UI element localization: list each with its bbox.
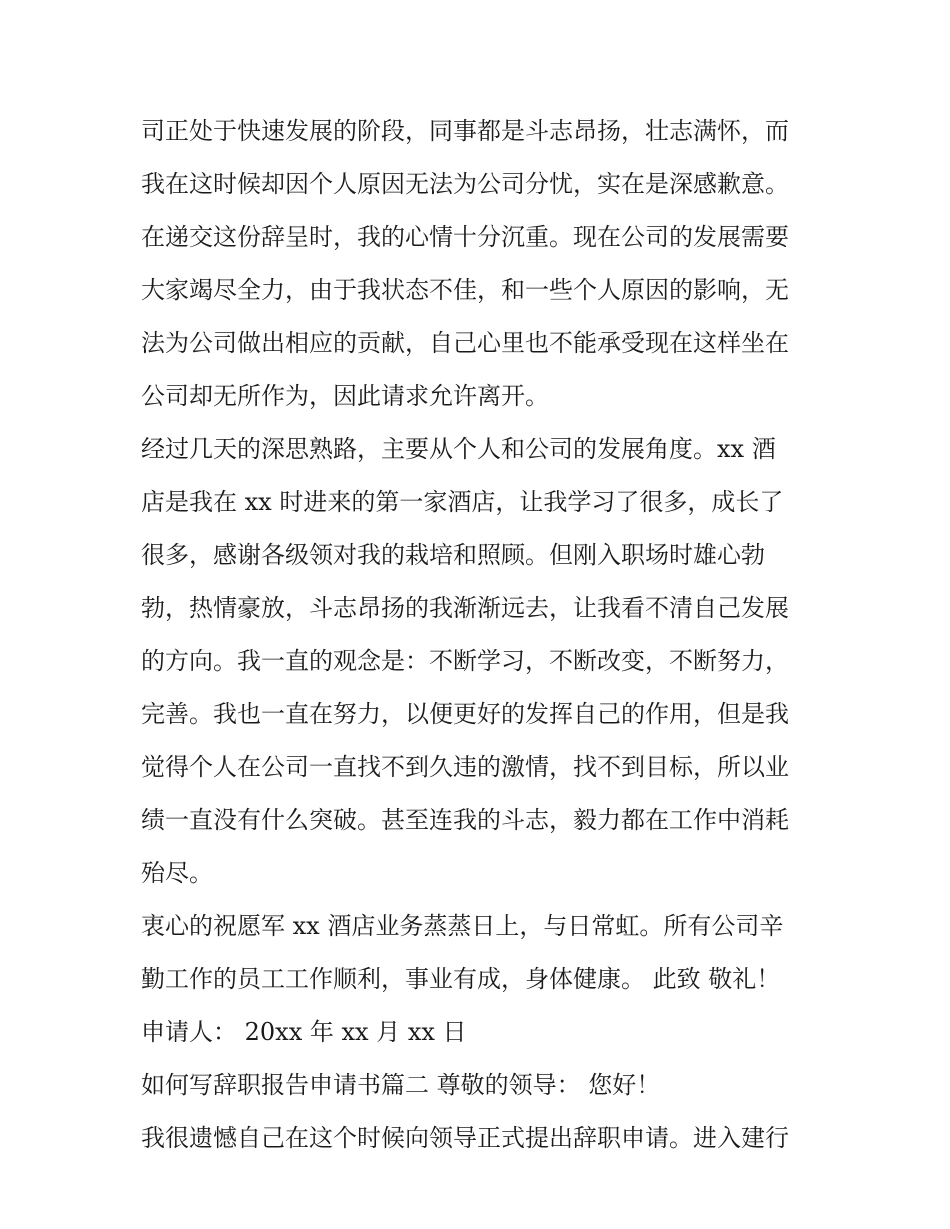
- text-line: 殆尽。: [141, 859, 213, 887]
- text-line: 完善。我也一直在努力，以便更好的发挥自己的作用，但是我: [141, 700, 789, 728]
- text-line: 法为公司做出相应的贡献，自己心里也不能承受现在这样坐在: [141, 329, 789, 357]
- text-line: 很多，感谢各级领对我的栽培和照顾。但刚入职场时雄心勃: [141, 541, 765, 569]
- section-heading-line: 如何写辞职报告申请书篇二 尊敬的领导： 您好！: [141, 1071, 661, 1099]
- text-line: 公司却无所作为，因此请求允许离开。: [141, 382, 549, 410]
- text-line: 衷心的祝愿军 xx 酒店业务蒸蒸日上，与日常虹。所有公司辛: [141, 912, 784, 940]
- text-line: 司正处于快速发展的阶段，同事都是斗志昂扬，壮志满怀，而: [141, 117, 789, 145]
- text-line: 勃，热情豪放，斗志昂扬的我渐渐远去，让我看不清自己发展: [141, 594, 789, 622]
- text-line: 在递交这份辞呈时，我的心情十分沉重。现在公司的发展需要: [141, 223, 789, 251]
- signature-line: 申请人： 20xx 年 xx 月 xx 日: [141, 1018, 467, 1046]
- text-line: 我在这时候却因个人原因无法为公司分忧，实在是深感歉意。: [141, 170, 789, 198]
- text-line: 勤工作的员工工作顺利，事业有成，身体健康。 此致 敬礼！: [141, 965, 781, 993]
- document-body: [141, 105, 821, 1165]
- text-line: 经过几天的深思熟路，主要从个人和公司的发展角度。xx 酒: [141, 435, 776, 463]
- text-line: 绩一直没有什么突破。甚至连我的斗志，毅力都在工作中消耗: [141, 806, 789, 834]
- text-line: 觉得个人在公司一直找不到久违的激情，找不到目标，所以业: [141, 753, 789, 781]
- text-line: 的方向。我一直的观念是：不断学习，不断改变，不断努力，: [141, 647, 789, 675]
- text-line: 店是我在 xx 时进来的第一家酒店，让我学习了很多，成长了: [141, 488, 784, 516]
- text-line: 大家竭尽全力，由于我状态不佳，和一些个人原因的影响，无: [141, 276, 789, 304]
- text-line: 我很遗憾自己在这个时候向领导正式提出辞职申请。进入建行: [141, 1124, 789, 1152]
